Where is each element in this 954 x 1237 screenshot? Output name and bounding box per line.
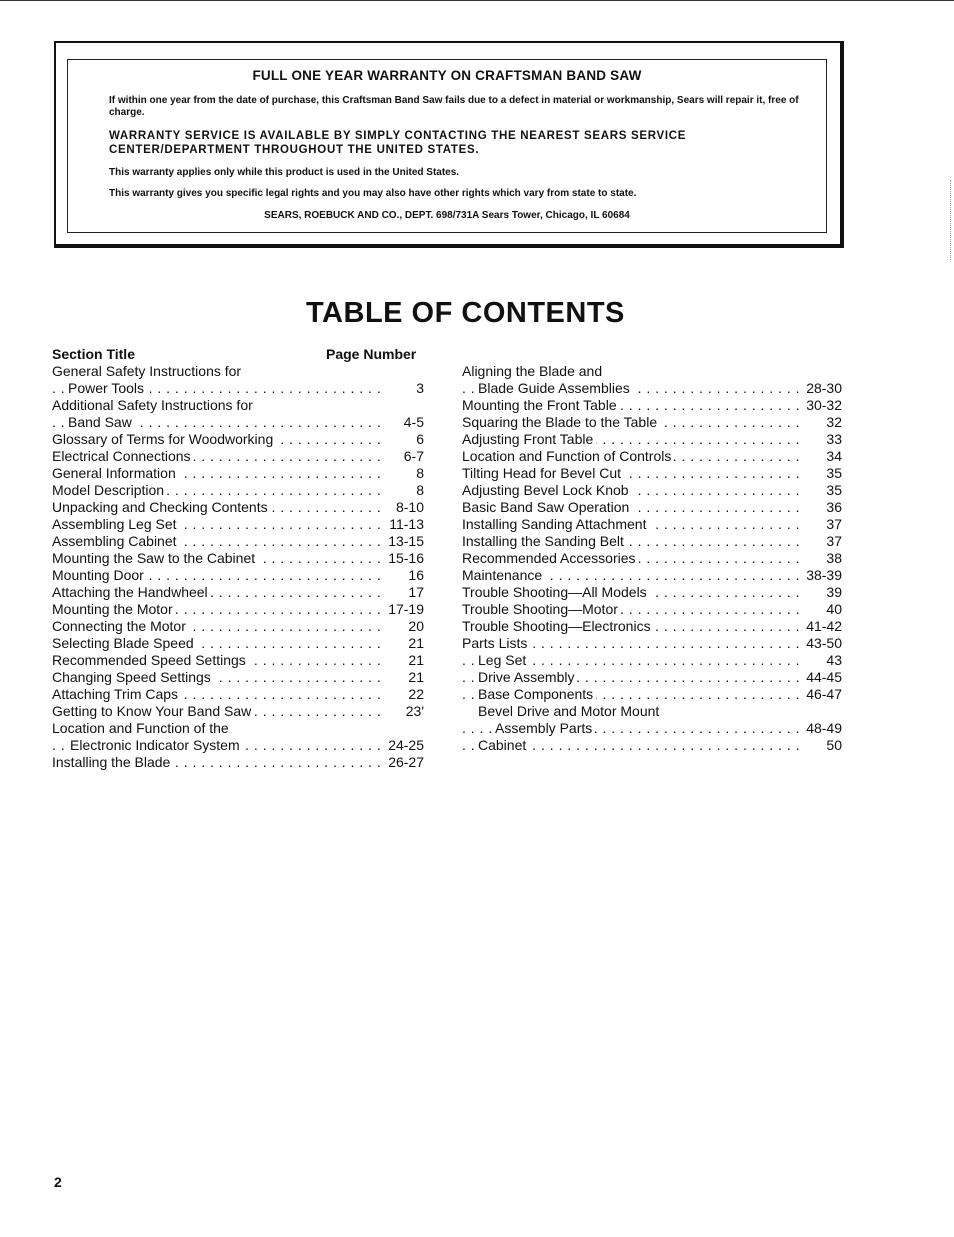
warranty-inner-frame — [67, 59, 827, 233]
toc-entry-page: 21 — [408, 635, 424, 651]
toc-entry-left — [52, 550, 424, 567]
toc-entry-page: 28-30 — [806, 380, 842, 396]
toc-entry-page: 4-5 — [403, 414, 424, 430]
toc-entry-left — [52, 397, 424, 414]
toc-entry-label: Connecting the Motor — [52, 618, 189, 634]
toc-entry-page: 8 — [416, 465, 424, 481]
toc-entry-right — [462, 397, 842, 414]
toc-entry-label: Changing Speed Settings — [52, 669, 214, 685]
toc-entry-label: Additional Safety Instructions for — [52, 397, 256, 413]
toc-header — [52, 346, 424, 363]
toc-entry-page: 20 — [408, 618, 424, 634]
toc-entry-right — [462, 669, 842, 686]
warranty-address: SEARS, ROEBUCK AND CO., DEPT. 698/731A Sears Tower, Chicago, IL 60684 — [264, 210, 630, 221]
toc-entry-page: 39 — [826, 584, 842, 600]
toc-entry-page: 35 — [826, 482, 842, 498]
toc-entry-label: Parts Lists — [462, 635, 530, 651]
toc-right-column — [462, 363, 842, 754]
toc-entry-label: Assembling Cabinet — [52, 533, 180, 549]
toc-entry-page: 21 — [408, 669, 424, 685]
toc-header-page: Page Number — [326, 346, 417, 362]
toc-entry-label: Mounting the Front Table — [462, 397, 620, 413]
scan-edge-mark — [950, 180, 952, 260]
toc-entry-page: 34 — [826, 448, 842, 464]
toc-entry-left — [52, 431, 424, 448]
toc-entry-page: 36 — [826, 499, 842, 515]
toc-entry-right — [462, 380, 842, 397]
toc-entry-label: Basic Band Saw Operation — [462, 499, 632, 515]
toc-entry-left — [52, 584, 424, 601]
toc-entry-page: 44-45 — [806, 669, 842, 685]
toc-entry-page: 8-10 — [395, 499, 424, 515]
toc-entry-right — [462, 737, 842, 754]
toc-entry-left — [52, 652, 424, 669]
toc-entry-left — [52, 465, 424, 482]
toc-entry-label: Tilting Head for Bevel Cut — [462, 465, 624, 481]
toc-entry-right — [462, 720, 842, 737]
toc-entry-label: Assembly Parts — [495, 720, 595, 736]
toc-entry-label: Electronic Indicator System — [70, 737, 243, 753]
toc-entry-label: Trouble Shooting—Motor — [462, 601, 621, 617]
toc-entry-label: Mounting the Saw to the Cabinet — [52, 550, 258, 566]
toc-entry-label: Unpacking and Checking Contents — [52, 499, 271, 515]
toc-entry-page: 17-19 — [388, 601, 424, 617]
toc-entry-label: Selecting Blade Speed — [52, 635, 197, 651]
toc-entry-right — [462, 618, 842, 635]
toc-entry-page: 48-49 — [806, 720, 842, 736]
toc-entry-page: 22 — [408, 686, 424, 702]
toc-entry-right — [462, 635, 842, 652]
toc-entry-right — [462, 652, 842, 669]
toc-entry-label: Mounting Door — [52, 567, 147, 583]
toc-entry-page: 38-39 — [806, 567, 842, 583]
toc-header-section: Section Title — [52, 346, 135, 362]
toc-entry-left — [52, 618, 424, 635]
toc-entry-left — [52, 737, 424, 754]
toc-entry-label: Model Description — [52, 482, 167, 498]
warranty-scope: This warranty applies only while this product is used in the United States. — [109, 167, 460, 178]
toc-entry-page: 15-16 — [388, 550, 424, 566]
toc-entry-label: Power Tools — [68, 380, 147, 396]
toc-entry-page: 37 — [826, 533, 842, 549]
warranty-title: FULL ONE YEAR WARRANTY ON CRAFTSMAN BAND SAW — [252, 68, 642, 83]
toc-entry-label: General Safety Instructions for — [52, 363, 244, 379]
toc-entry-label: Band Saw — [68, 414, 135, 430]
toc-entry-label: Recommended Speed Settings — [52, 652, 249, 668]
toc-entry-right — [462, 567, 842, 584]
toc-entry-page: 41-42 — [806, 618, 842, 634]
toc-entry-label: Blade Guide Assemblies — [478, 380, 633, 396]
toc-entry-label: Electrical Connections — [52, 448, 194, 464]
toc-entry-page: 21 — [408, 652, 424, 668]
toc-entry-left — [52, 482, 424, 499]
toc-entry-page: 37 — [826, 516, 842, 532]
toc-entry-left — [52, 567, 424, 584]
page-number: 2 — [54, 1174, 62, 1190]
toc-entry-left — [52, 601, 424, 618]
toc-entry-page: 43-50 — [806, 635, 842, 651]
toc-entry-right — [462, 448, 842, 465]
toc-entry-right — [462, 550, 842, 567]
toc-entry-label: Installing Sanding Attachment — [462, 516, 649, 532]
toc-entry-label: Installing the Sanding Belt — [462, 533, 627, 549]
toc-entry-label: Maintenance — [462, 567, 545, 583]
toc-entry-label: Trouble Shooting—Electronics — [462, 618, 654, 634]
toc-title: TABLE OF CONTENTS — [306, 297, 625, 329]
toc-left-column — [52, 346, 424, 771]
toc-entry-left — [52, 720, 424, 737]
toc-entry-left — [52, 499, 424, 516]
toc-entry-label: General Information — [52, 465, 179, 481]
toc-entry-left — [52, 380, 424, 397]
toc-entry-left — [52, 363, 424, 380]
toc-entry-right — [462, 431, 842, 448]
toc-entry-page: 40 — [826, 601, 842, 617]
toc-entry-right — [462, 499, 842, 516]
toc-entry-label: Adjusting Front Table — [462, 431, 596, 447]
toc-entry-right — [462, 414, 842, 431]
top-rule — [0, 0, 954, 1]
toc-entry-label: Assembling Leg Set — [52, 516, 180, 532]
toc-entry-label: Bevel Drive and Motor Mount — [478, 703, 662, 719]
toc-entry-left — [52, 414, 424, 431]
toc-entry-page: 43 — [826, 652, 842, 668]
toc-entry-label: Attaching the Handwheel — [52, 584, 211, 600]
toc-entry-label: Mounting the Motor — [52, 601, 176, 617]
toc-entry-label: Drive Assembly — [478, 669, 577, 685]
toc-entry-left — [52, 703, 424, 720]
toc-entry-left — [52, 635, 424, 652]
toc-left-entries — [52, 363, 424, 771]
toc-entry-left — [52, 754, 424, 771]
toc-entry-left — [52, 448, 424, 465]
toc-entry-label: Adjusting Bevel Lock Knob — [462, 482, 632, 498]
toc-entry-right — [462, 703, 842, 720]
warranty-terms: If within one year from the date of purchase, this Craftsman Band Saw fails due to a defect in material or workmanship, Sears will repair it, free of charge. — [109, 95, 799, 118]
toc-entry-left — [52, 516, 424, 533]
warranty-rights: This warranty gives you specific legal rights and you may also have other rights which vary from state to state. — [109, 188, 637, 199]
toc-entry-label: Cabinet — [478, 737, 529, 753]
toc-entry-page: 35 — [826, 465, 842, 481]
toc-entry-label: Aligning the Blade and — [462, 363, 605, 379]
toc-entry-label: Squaring the Blade to the Table — [462, 414, 660, 430]
toc-entry-page: 3 — [416, 380, 424, 396]
toc-entry-right — [462, 584, 842, 601]
toc-entry-page: 13-15 — [388, 533, 424, 549]
toc-entry-label: Recommended Accessories — [462, 550, 639, 566]
toc-entry-page: 32 — [826, 414, 842, 430]
toc-entry-page: 6 — [416, 431, 424, 447]
toc-entry-right — [462, 601, 842, 618]
warranty-service: WARRANTY SERVICE IS AVAILABLE BY SIMPLY CONTACTING THE NEAREST SEARS SERVICE CENTER/DEPARTMENT THROUGHOUT THE UNITED STATES. — [109, 130, 687, 156]
toc-entry-label: Location and Function of the — [52, 720, 232, 736]
warranty-box — [54, 41, 844, 248]
toc-entry-page: 6-7 — [403, 448, 424, 464]
toc-entry-page: 16 — [408, 567, 424, 583]
toc-entry-label: Trouble Shooting—All Models — [462, 584, 650, 600]
toc-entry-label: Glossary of Terms for Woodworking — [52, 431, 276, 447]
toc-entry-page: 33 — [826, 431, 842, 447]
toc-right-entries — [462, 363, 842, 754]
toc-entry-left — [52, 669, 424, 686]
toc-entry-page: 23' — [405, 703, 424, 719]
toc-entry-right — [462, 465, 842, 482]
toc-entry-page: 8 — [416, 482, 424, 498]
toc-entry-right — [462, 533, 842, 550]
toc-entry-label: Base Components — [478, 686, 596, 702]
toc-entry-page: 38 — [826, 550, 842, 566]
toc-entry-page: 11-13 — [389, 516, 424, 532]
toc-entry-page: 24-25 — [388, 737, 424, 753]
toc-entry-label: Getting to Know Your Band Saw — [52, 703, 254, 719]
toc-entry-label: Leg Set — [478, 652, 529, 668]
toc-entry-page: 17 — [408, 584, 424, 600]
toc-entry-page: 30-32 — [806, 397, 842, 413]
toc-entry-right — [462, 482, 842, 499]
toc-entry-right — [462, 363, 842, 380]
toc-entry-page: 50 — [826, 737, 842, 753]
toc-entry-left — [52, 533, 424, 550]
toc-entry-right — [462, 516, 842, 533]
toc-entry-right — [462, 686, 842, 703]
toc-entry-page: 46-47 — [806, 686, 842, 702]
toc-entry-label: Attaching Trim Caps — [52, 686, 181, 702]
toc-entry-label: Location and Function of Controls — [462, 448, 674, 464]
toc-entry-left — [52, 686, 424, 703]
toc-entry-page: 26-27 — [388, 754, 424, 770]
toc-entry-label: Installing the Blade — [52, 754, 173, 770]
